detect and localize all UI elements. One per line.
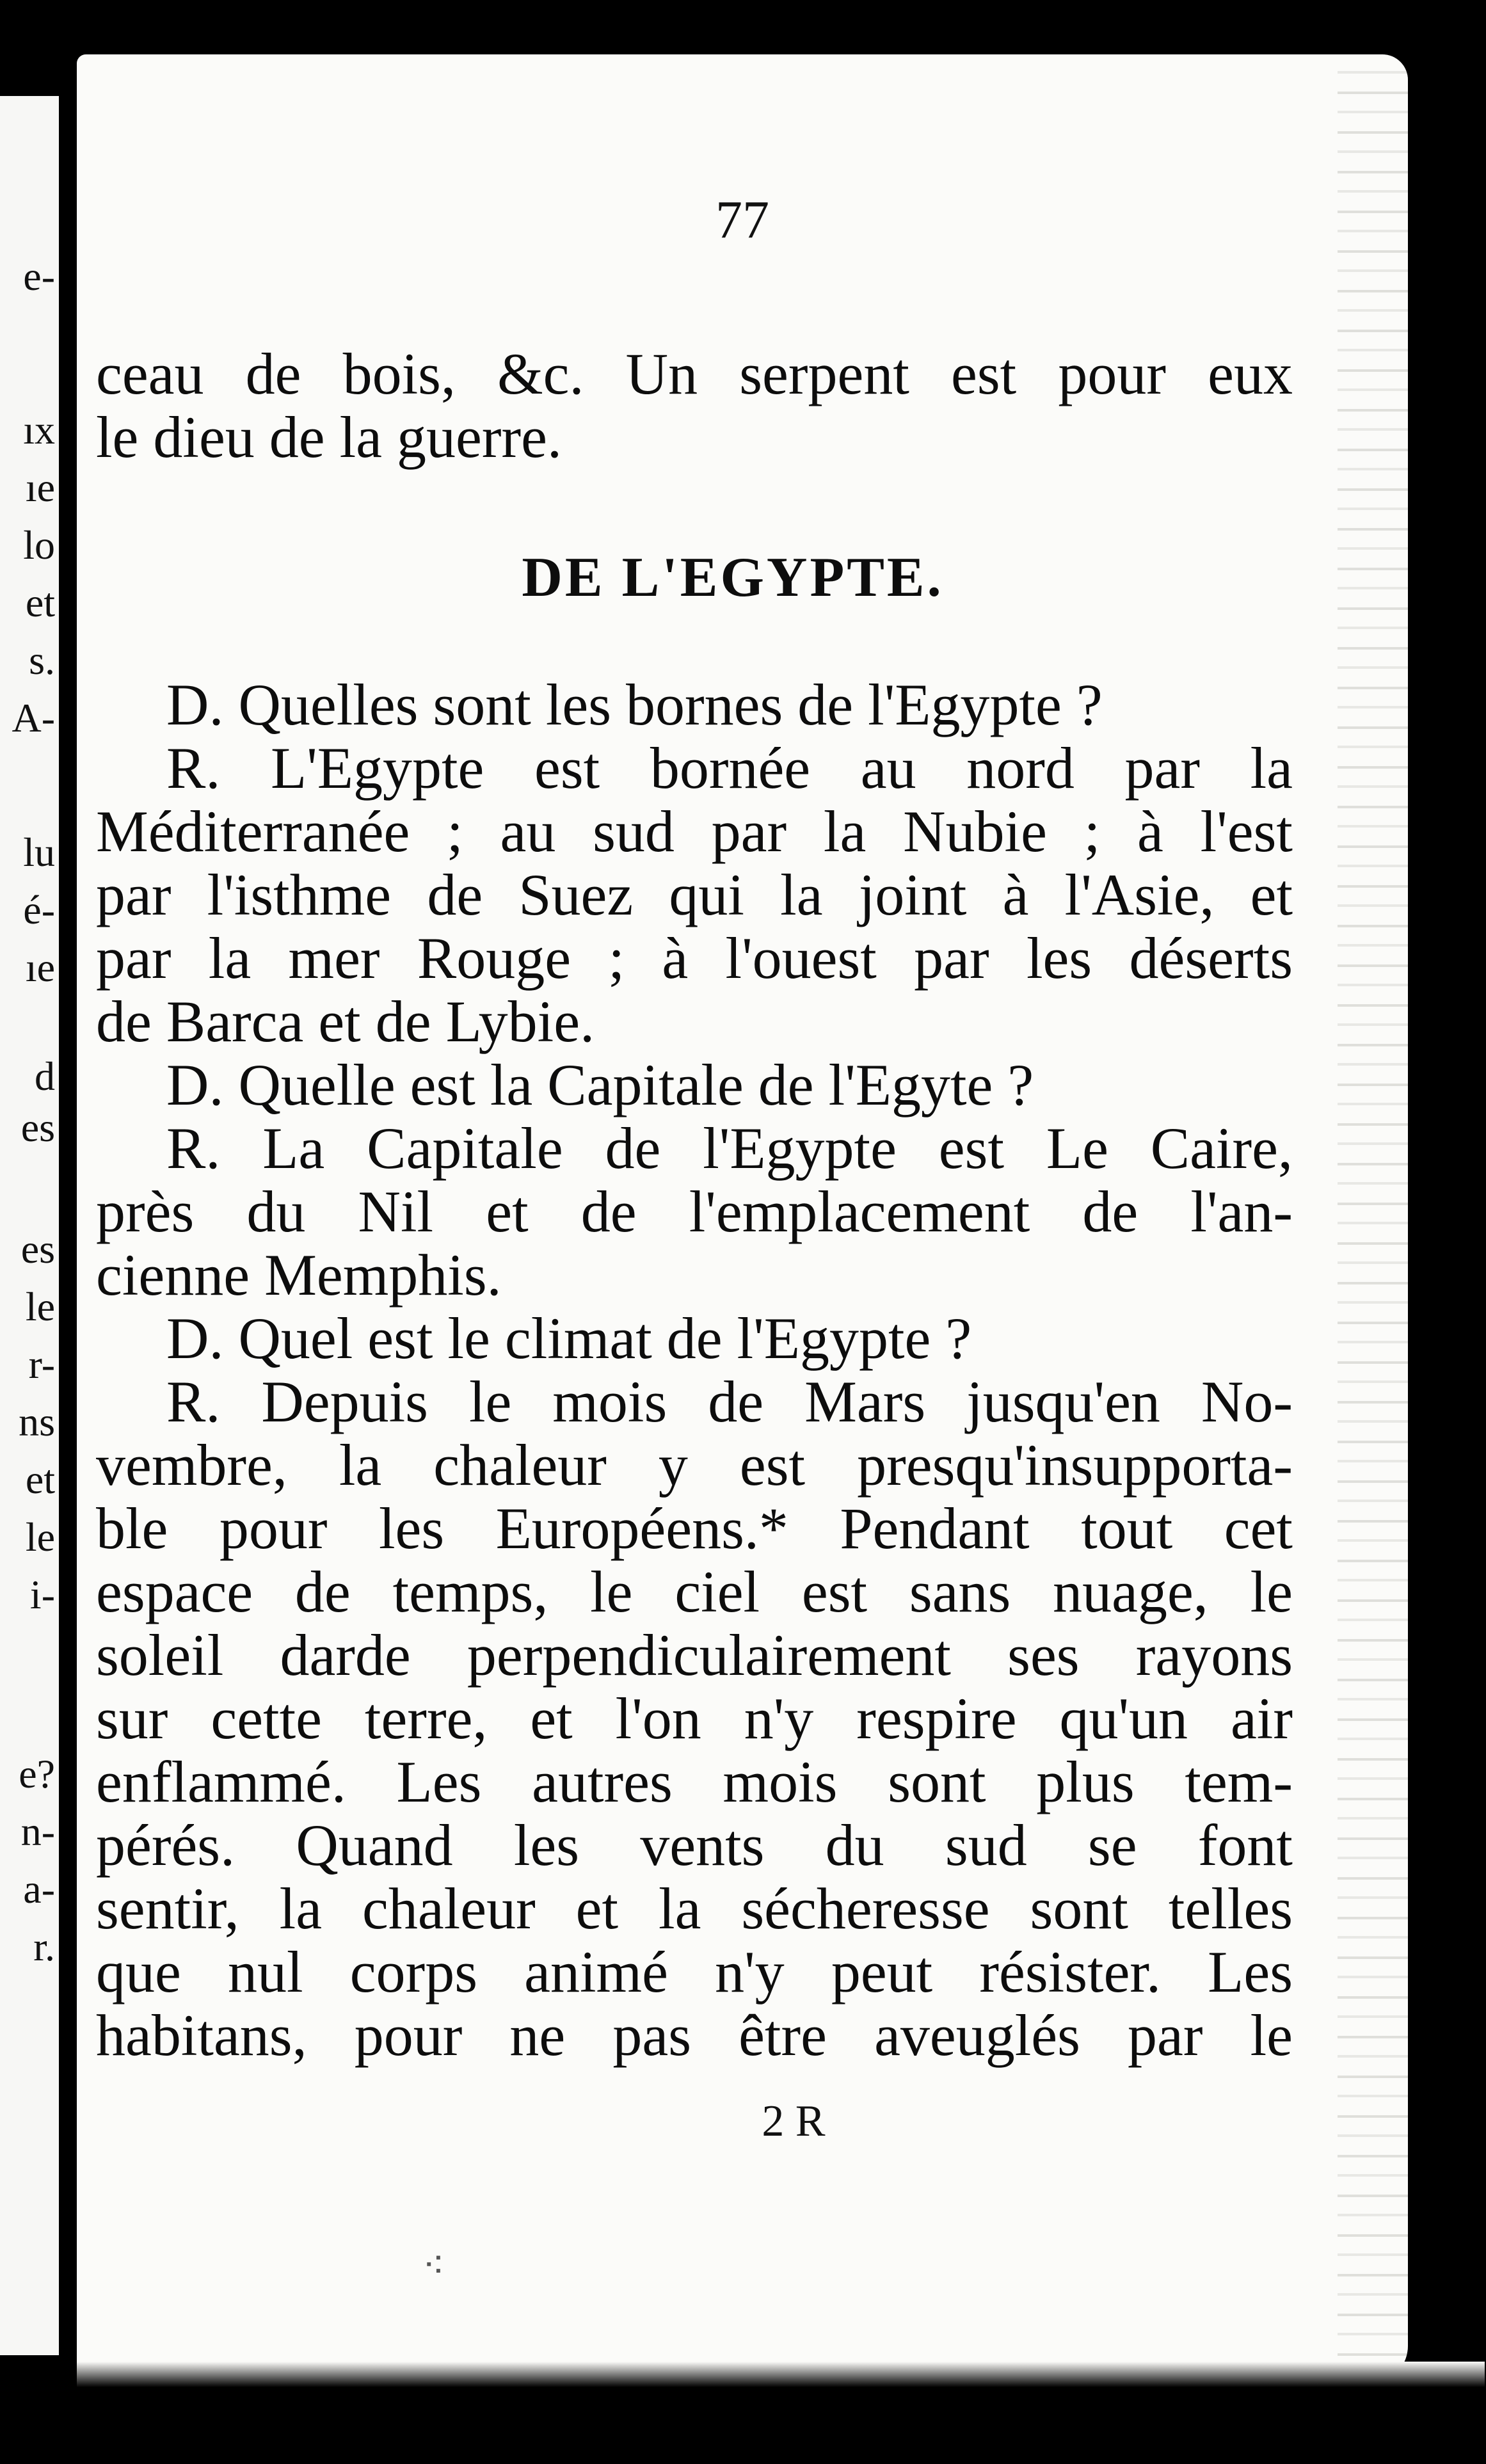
previous-page-fragment: le — [25, 1284, 55, 1329]
ink-smudge: ⁖ — [422, 2244, 445, 2287]
signature-mark: 2 R — [762, 2097, 826, 2146]
previous-page-fragment: A- — [12, 695, 55, 740]
previous-page-edge — [0, 96, 59, 2355]
previous-page-fragment: et — [25, 580, 55, 625]
text-line: D. Quelles sont les bornes de l'Egypte ? — [166, 672, 1103, 737]
page-text — [96, 342, 1293, 2067]
section-heading: DE L'EGYPTE. — [522, 547, 944, 609]
text-line: R. L'Egypte est bornée au nord par la — [166, 735, 1293, 801]
previous-page-fragment: lu — [23, 829, 55, 875]
previous-page-fragment: ıx — [23, 407, 55, 452]
text-line: ble pour les Européens.* Pendant tout cet — [96, 1496, 1293, 1561]
text-line: ceau de bois, &c. Un serpent est pour eux — [96, 341, 1293, 406]
previous-page-fragment: n- — [20, 1809, 55, 1854]
previous-page-fragment: es — [20, 1226, 55, 1272]
previous-page-fragment: lo — [23, 522, 55, 568]
text-line: que nul corps animé n'y peut résister. Les — [96, 1939, 1293, 2004]
previous-page-fragment: ıe — [25, 465, 55, 510]
previous-page-fragment: r- — [28, 1341, 55, 1387]
text-line: vembre, la chaleur y est presqu'insupporta- — [96, 1432, 1293, 1498]
book-page — [77, 54, 1408, 2384]
text-line: cienne Memphis. — [96, 1242, 502, 1308]
text-line: sur cette terre, et l'on n'y respire qu'un air — [96, 1686, 1293, 1751]
previous-page-fragment: e- — [23, 253, 55, 299]
text-line: soleil darde perpendiculairement ses rayons — [96, 1622, 1293, 1688]
previous-page-fragment: ns — [19, 1399, 55, 1444]
text-line: le dieu de la guerre. — [96, 404, 562, 470]
text-line: de Barca et de Lybie. — [96, 989, 595, 1054]
text-line: pérés. Quand les vents du sud se font — [96, 1812, 1293, 1878]
previous-page-fragment: s. — [29, 637, 55, 683]
text-line: R. La Capitale de l'Egypte est Le Caire, — [166, 1116, 1293, 1181]
text-line: D. Quelle est la Capitale de l'Egyte ? — [166, 1052, 1034, 1117]
question-answer-section — [96, 673, 1293, 2067]
text-line: sentir, la chaleur et la sécheresse sont telles — [96, 1876, 1293, 1941]
text-line: Méditerranée ; au sud par la Nubie ; à l'est — [96, 799, 1293, 864]
previous-page-fragment: r. — [33, 1924, 55, 1969]
text-line: près du Nil et de l'emplacement de l'an- — [96, 1179, 1293, 1244]
text-line: espace de temps, le ciel est sans nuage, le — [96, 1559, 1293, 1624]
page-edge-shadow — [1338, 54, 1408, 2384]
continued-paragraph — [96, 342, 1293, 469]
previous-page-fragment: le — [25, 1514, 55, 1560]
text-line: par la mer Rouge ; à l'ouest par les déserts — [96, 925, 1293, 991]
text-line: D. Quel est le climat de l'Egypte ? — [166, 1306, 972, 1371]
text-line: habitans, pour ne pas être aveuglés par le — [96, 2003, 1293, 2068]
page-bottom-shadow — [77, 2362, 1485, 2387]
text-line: par l'isthme de Suez qui la joint à l'Asie, et — [96, 862, 1293, 927]
text-line: enflammé. Les autres mois sont plus tem- — [96, 1749, 1293, 1814]
previous-page-fragment: d — [35, 1053, 55, 1099]
previous-page-fragment: é- — [23, 887, 55, 932]
previous-page-fragment: a- — [23, 1866, 55, 1912]
page-number: 77 — [715, 190, 769, 250]
previous-page-fragment: es — [20, 1105, 55, 1150]
text-line: R. Depuis le mois de Mars jusqu'en No- — [166, 1369, 1293, 1434]
previous-page-fragment: e? — [19, 1751, 55, 1796]
previous-page-fragment: ıe — [25, 945, 55, 990]
previous-page-fragment: i- — [29, 1572, 55, 1617]
previous-page-fragment: et — [25, 1457, 55, 1502]
